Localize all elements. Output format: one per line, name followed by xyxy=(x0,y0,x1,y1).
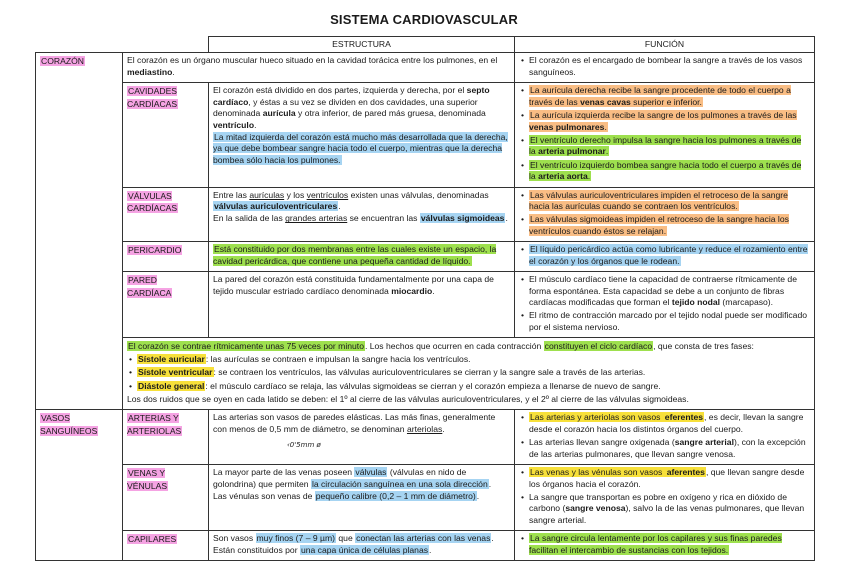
bullet: • xyxy=(521,214,525,225)
text: , que llevan sangre desde los órganos hacia el corazón. xyxy=(529,467,805,489)
bullet: • xyxy=(521,85,525,96)
pared-funcion-item-1 xyxy=(519,274,810,308)
cavidades-label: CAVIDADES CARDÍACAS xyxy=(127,86,178,109)
text: Las arterias llevan sangre oxigenada ( xyxy=(529,437,675,448)
text: . xyxy=(429,544,432,555)
text: . xyxy=(442,423,445,434)
text: una capa única de células planas xyxy=(300,544,429,555)
cavidades-label-cell xyxy=(123,83,209,187)
cavidades-estructura-p2 xyxy=(213,132,510,166)
text: El ventrículo izquierdo bombea sangre hacia todo el cuerpo a través de la xyxy=(529,159,802,182)
cavidades-funcion xyxy=(515,83,815,187)
venas-estructura-p2 xyxy=(213,491,510,502)
text: existen unas válvulas, denominadas xyxy=(348,189,489,200)
text: superior e inferior. xyxy=(630,96,702,107)
ciclo-intro xyxy=(127,341,810,352)
row-ciclo xyxy=(36,338,815,410)
tejido-nodal-term: tejido nodal xyxy=(671,297,721,308)
pared-label: PARED CARDÍACA xyxy=(127,275,172,298)
arteria-pulmonar-term: arteria pulmonar xyxy=(538,146,606,157)
text: , es decir, llevan la sangre desde el corazón hacia los distintos órganos del cuerpo. xyxy=(529,412,804,434)
bullet: • xyxy=(521,55,525,66)
row-arterias xyxy=(36,410,815,465)
text: , que consta de tres fases: xyxy=(653,341,754,352)
arterias-label: ARTERIAS Y ARTERIOLAS xyxy=(127,413,182,436)
bullet: • xyxy=(521,244,525,255)
text: . xyxy=(587,171,591,182)
corazon-funcion-text: El corazón es el encargado de bombear la sangre a través de los vasos sanguíneos. xyxy=(529,55,803,77)
ventriculos-term: ventrículos xyxy=(306,189,349,200)
sistole-ventricular-term: Sístole ventricular xyxy=(138,367,213,378)
pared-funcion-item-2 xyxy=(519,310,810,333)
arterias-funcion-item-2 xyxy=(519,437,810,460)
corazon-label-cell xyxy=(36,53,123,410)
bullet: • xyxy=(521,533,525,544)
venas-label: VENAS Y VÉNULAS xyxy=(127,468,168,491)
arterias-label-cell xyxy=(123,410,209,465)
corazon-funcion xyxy=(515,53,815,83)
text: En la salida de las xyxy=(213,213,286,224)
text: Las válvulas sigmoideas impiden el retroceso de la sangre hacia los ventrículos cuando éstos se relajan. xyxy=(529,214,789,236)
text: ), salvo la de las venas pulmonares, que llevan sangre arterial. xyxy=(529,503,805,525)
text: La mayor parte de las venas poseen xyxy=(213,467,355,478)
sangre-arterial-term: sangre arterial xyxy=(674,437,734,448)
bullet: • xyxy=(521,437,525,448)
sangre-venosa-term: sangre venosa xyxy=(565,503,626,514)
text: conectan las arterias con las venas xyxy=(356,533,491,544)
text: se encuentran las xyxy=(347,213,420,224)
text: constituyen el ciclo cardíaco xyxy=(544,341,653,352)
venas-label-cell xyxy=(123,465,209,531)
text: : se contraen los ventrículos, las válvulas auriculoventriculares se cierran y la sangre sale a través de las arterias. xyxy=(213,367,646,378)
text: ), con la excepción de las arterias pulmonares, que llevan sangre venosa. xyxy=(529,437,806,459)
text: El corazón está dividido en dos partes, izquierda y derecha, por el xyxy=(213,85,467,96)
bullet: • xyxy=(521,110,525,121)
text: El ritmo de contracción marcado por el tejido nodal puede ser modificado por el sistema nervioso. xyxy=(529,310,808,332)
cavidades-funcion-item-2 xyxy=(519,110,810,133)
venas-funcion-item-2 xyxy=(519,492,810,526)
ciclo-cell xyxy=(123,338,815,410)
text: pequeño calibre (0,2 – 1 mm de diámetro) xyxy=(315,490,476,501)
row-pared xyxy=(36,272,815,338)
text: El líquido pericárdico actúa como lubricante y reduce el rozamiento entre el corazón y los órganos que le rodean. xyxy=(529,244,808,266)
ciclo-fase-2 xyxy=(127,367,810,378)
text: . xyxy=(338,201,341,212)
venas-estructura-p1 xyxy=(213,467,510,490)
bullet: • xyxy=(129,380,133,391)
text: , y éstas a su vez se dividen en dos cavidades, una superior denominada xyxy=(213,96,478,119)
text: Son vasos xyxy=(213,533,256,544)
text: Las válvulas auriculoventriculares impiden el retroceso de la sangre hacia las aurículas cuando se contraen los ventrículos. xyxy=(529,189,788,212)
bullet: • xyxy=(521,189,525,200)
pericardio-funcion xyxy=(515,242,815,272)
corazon-funcion-item xyxy=(519,55,810,78)
valvulas-estructura xyxy=(209,187,515,242)
pericardio-label-cell xyxy=(123,242,209,272)
arterias-estructura-text xyxy=(213,412,510,435)
document-title: SISTEMA CARDIOVASCULAR xyxy=(330,12,518,27)
bullet: • xyxy=(129,367,133,378)
text: : las aurículas se contraen e impulsan la sangre hacia los ventrículos. xyxy=(205,353,471,364)
bullet: • xyxy=(129,353,133,364)
text: (marcapaso). xyxy=(720,297,774,308)
arterias-funcion-item-1 xyxy=(519,412,810,435)
bullet: • xyxy=(521,134,525,145)
pared-estructura xyxy=(209,272,515,338)
text: : el músculo cardíaco se relaja, las válvulas sigmoideas se cierran y el corazón empieza a llenarse de nuevo de sangre. xyxy=(205,380,661,391)
venas-funcion-item-1 xyxy=(519,467,810,490)
text: La aurícula derecha recibe la sangre procedente de todo el cuerpo a través de las xyxy=(529,85,791,107)
venas-funcion xyxy=(515,465,815,531)
corazon-estructura-text: El corazón es un órgano muscular hueco situado en la cavidad torácica entre los pulmones, en el xyxy=(127,55,498,66)
pericardio-estructura xyxy=(209,242,515,272)
valvulas-sigmoideas-term: válvulas sigmoideas xyxy=(420,213,505,224)
header-row xyxy=(36,37,815,53)
text: La aurícula izquierda recibe la sangre de los pulmones a través de las xyxy=(530,110,797,121)
arteriolas-term: arteriolas xyxy=(406,423,443,434)
ciclo-fase-1 xyxy=(127,354,810,365)
venas-cavas-term: venas cavas xyxy=(580,96,631,107)
cardiovascular-table xyxy=(35,36,815,561)
row-capilares xyxy=(36,531,815,561)
text: El músculo cardíaco tiene la capacidad de contraerse rítmicamente de forma espontánea. Esta capacidad se debe a un conjunto de fibras cardíacas modificadas que forman el xyxy=(529,274,797,308)
text: . Los hechos que ocurren en cada contracción xyxy=(364,341,544,352)
bullet: • xyxy=(521,310,525,321)
valvulas-funcion-item-2 xyxy=(519,214,810,237)
arterias-estructura xyxy=(209,410,515,465)
row-cavidades xyxy=(36,83,815,187)
valvulas-av-term: válvulas auriculoventriculares xyxy=(214,201,338,212)
miocardio-term: miocardio xyxy=(391,285,433,296)
ciclo-fase-3 xyxy=(127,381,810,392)
cavidades-estructura-p1 xyxy=(213,85,510,131)
mitad-izquierda-text: La mitad izquierda del corazón está mucho más desarrollada que la derecha, ya que debe bombear sangre hacia todo el cuerpo, mientras que la derecha bombea sólo hacia los pulmones. xyxy=(213,131,508,165)
bullet: • xyxy=(521,159,525,170)
valvulas-estructura-p1 xyxy=(213,190,510,213)
text: . xyxy=(488,478,492,489)
bullet: • xyxy=(521,412,525,423)
cavidades-funcion-item-1 xyxy=(519,85,810,108)
ventriculo-term: ventrículo xyxy=(213,119,255,130)
text: La pared del corazón está constituida fundamentalmente por una capa de tejido muscular estriado cardíaco denominada xyxy=(213,274,494,296)
row-pericardio xyxy=(36,242,815,272)
valvulas-term: válvulas xyxy=(355,467,387,478)
corazon-label: CORAZÓN xyxy=(41,56,84,67)
text: . xyxy=(604,121,607,132)
valvulas-funcion-item-1 xyxy=(519,190,810,213)
text: (válvulas en nido de golondrina) que permiten xyxy=(213,467,467,489)
vasos-label: VASOS SANGUÍNEOS xyxy=(40,413,98,436)
aferentes-term: aferentes xyxy=(666,467,705,478)
text: Las arterias son vasos de paredes elásticas. Las más finas, generalmente con menos de 0,5 mm de diámetro, se denominan xyxy=(213,412,496,434)
text: que xyxy=(336,533,356,544)
row-corazon xyxy=(36,53,815,83)
grandes-arterias-term: grandes arterias xyxy=(285,213,348,224)
valvulas-estructura-p2 xyxy=(213,213,510,224)
pericardio-estructura-text: Está constituido por dos membranas entre las cuales existe un espacio, la cavidad pericárdica, que contiene una pequeña cantidad de líquido. xyxy=(213,244,497,266)
text: La sangre circula lentamente por los capilares y sus finas paredes facilitan el intercambio de sustancias con los tejidos. xyxy=(529,533,782,555)
bullet: • xyxy=(521,491,525,502)
cavidades-estructura xyxy=(209,83,515,187)
capilares-funcion-item xyxy=(519,533,810,556)
vasos-label-cell xyxy=(36,410,123,561)
venas-estructura xyxy=(209,465,515,531)
row-venas xyxy=(36,465,815,531)
text: Las venas y las vénulas son vasos xyxy=(530,467,665,478)
corazon-estructura xyxy=(123,53,515,83)
text: Las arterias y arteriolas son vasos xyxy=(530,412,663,423)
capilares-label: CAPILARES xyxy=(128,534,177,545)
auriculas-term: aurículas xyxy=(249,189,285,200)
bullet: • xyxy=(521,467,525,478)
text: . xyxy=(254,119,257,130)
arterias-funcion xyxy=(515,410,815,465)
text: . xyxy=(505,213,508,224)
ciclo-ruidos: Los dos ruidos que se oyen en cada latido se deben: el 1º al cierre de las válvulas auriculoventriculares, y el 2º al cierre de las válvulas sigmoideas. xyxy=(127,393,689,404)
corazon-estructura-end: . xyxy=(172,66,175,77)
arteria-aorta-term: arteria aorta xyxy=(538,171,588,182)
text: Entre las xyxy=(213,189,250,200)
text: . Están constituidos por xyxy=(213,533,494,555)
valvulas-label-cell xyxy=(123,187,209,242)
text: . xyxy=(476,490,480,501)
text: La sangre que transportan es pobre en oxígeno y rica en dióxido de carbono ( xyxy=(529,491,787,514)
diastole-general-term: Diástole general xyxy=(138,380,205,391)
text: El ventrículo derecho impulsa la sangre hacia los pulmones a través de la xyxy=(529,134,802,157)
septo-term: septo cardíaco xyxy=(213,85,490,107)
text: muy finos (7 – 9 µm) xyxy=(256,533,336,544)
pared-label-cell xyxy=(123,272,209,338)
sistole-auricular-term: Sístole auricular xyxy=(138,353,205,364)
valvulas-funcion xyxy=(515,187,815,242)
text: . xyxy=(605,146,609,157)
row-valvulas xyxy=(36,187,815,242)
venas-pulmonares-term: venas pulmonares xyxy=(529,121,605,132)
text: Las vénulas son venas de xyxy=(213,490,315,501)
valvulas-label: VÁLVULAS CARDÍACAS xyxy=(127,190,178,214)
cavidades-funcion-item-3 xyxy=(519,135,810,158)
funcion-header: FUNCIÓN xyxy=(515,37,815,53)
eferentes-term: eferentes xyxy=(664,412,704,423)
pericardio-label: PERICARDIO xyxy=(128,245,182,256)
text: y otra inferior, de pared más gruesa, denominada xyxy=(295,108,486,119)
capilares-estructura xyxy=(209,531,515,561)
mediastino-term: mediastino xyxy=(127,66,173,77)
text: la circulación sanguínea en una sola dirección xyxy=(311,478,488,489)
capilares-label-cell xyxy=(123,531,209,561)
cavidades-funcion-item-4 xyxy=(519,160,810,183)
capilares-funcion xyxy=(515,531,815,561)
pared-funcion xyxy=(515,272,815,338)
pericardio-funcion-item xyxy=(519,244,810,267)
estructura-header: ESTRUCTURA xyxy=(209,37,515,53)
text: y los xyxy=(284,189,307,200)
text: El corazón se contrae rítmicamente unas 75 veces por minuto xyxy=(128,341,364,352)
text: . xyxy=(432,285,435,296)
auricula-term: aurícula xyxy=(262,108,296,119)
bullet: • xyxy=(521,274,525,285)
handwritten-note: ‹0'5mm ø xyxy=(287,441,321,450)
